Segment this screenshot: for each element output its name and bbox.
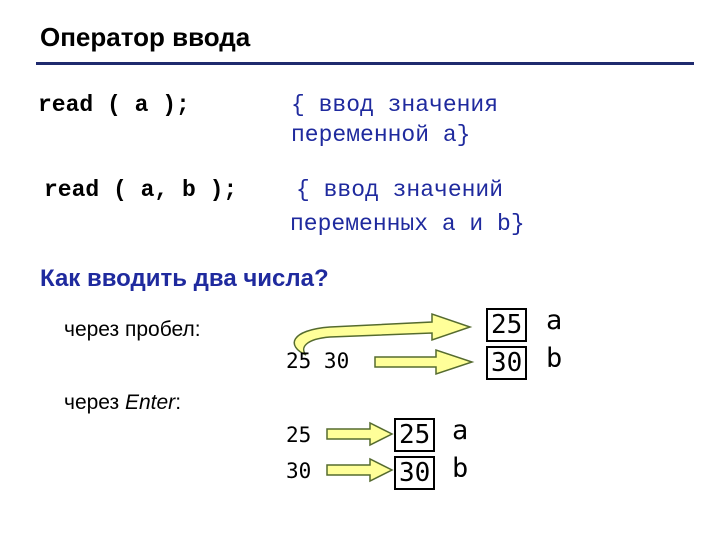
straight-arrow-icon: [375, 350, 472, 374]
enter-value-a: 25: [394, 418, 435, 452]
enter-var-b: b: [452, 453, 469, 484]
slide-title: Оператор ввода: [40, 22, 251, 52]
space-var-a: a: [546, 305, 563, 336]
comment-read-a-1: { ввод значения: [291, 92, 499, 118]
enter-label-prefix: через: [64, 391, 125, 414]
enter-arrow-1-icon: [327, 423, 392, 445]
comment-read-ab-2: переменных a и b}: [290, 211, 525, 237]
enter-var-a: a: [452, 415, 469, 446]
comment-read-a-2: переменной a}: [291, 122, 471, 148]
enter-input-1: 25: [286, 423, 312, 447]
space-input: 25 30: [286, 349, 350, 373]
space-value-a: 25: [486, 308, 527, 342]
space-value-b: 30: [486, 346, 527, 380]
space-label: через пробел:: [64, 318, 201, 341]
space-var-b: b: [546, 343, 563, 374]
code-read-ab: read ( a, b );: [44, 177, 238, 203]
code-read-a: read ( a );: [38, 92, 190, 118]
enter-input-2: 30: [286, 459, 312, 483]
enter-label-key: Enter: [124, 391, 176, 414]
question-heading: Как вводить два числа?: [40, 265, 329, 292]
enter-label-suffix: :: [175, 391, 182, 414]
enter-arrow-2-icon: [327, 459, 392, 481]
comment-read-ab-1: { ввод значений: [296, 177, 504, 203]
enter-value-b: 30: [394, 456, 435, 490]
enter-label: [64, 391, 181, 415]
